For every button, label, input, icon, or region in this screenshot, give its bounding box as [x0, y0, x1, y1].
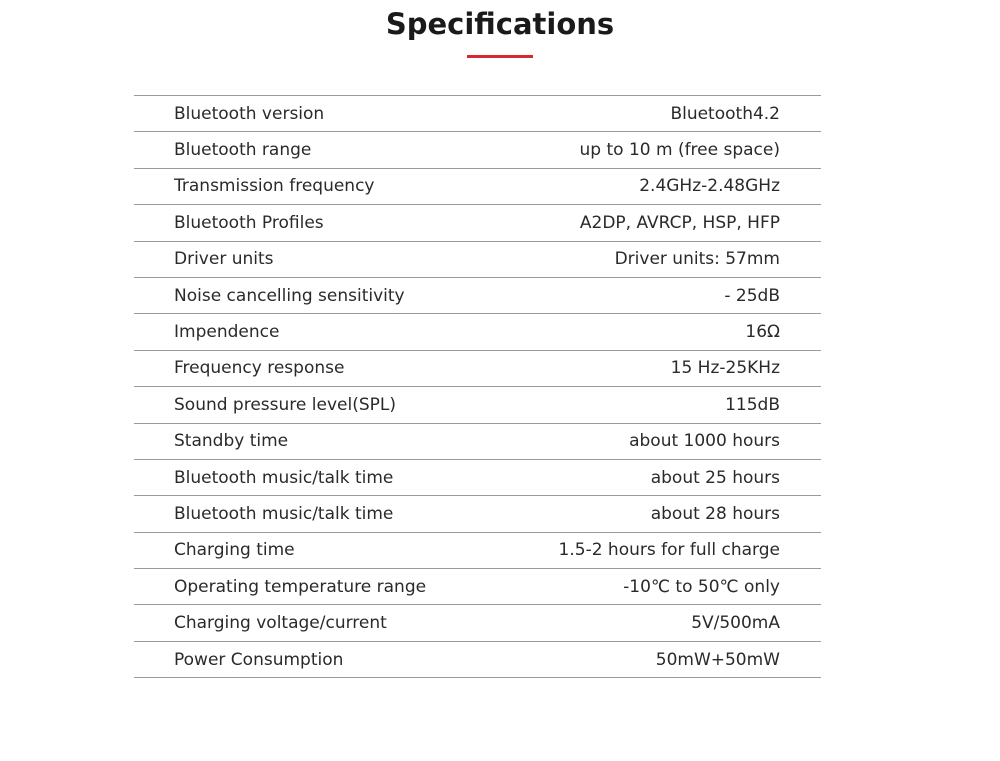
- spec-value: 2.4GHz-2.48GHz: [639, 176, 780, 197]
- spec-value: about 28 hours: [650, 503, 780, 524]
- spec-label: Operating temperature range: [174, 576, 427, 597]
- spec-row: [134, 605, 821, 641]
- spec-label: Impendence: [174, 322, 280, 343]
- spec-row: [134, 96, 821, 132]
- title-underline: [467, 55, 533, 58]
- spec-row: [134, 351, 821, 387]
- spec-row: [134, 132, 821, 168]
- spec-label: Bluetooth Profiles: [174, 212, 324, 233]
- spec-value: 16Ω: [745, 322, 780, 343]
- spec-row: [134, 169, 821, 205]
- spec-label: Driver units: [174, 249, 274, 270]
- spec-label: Frequency response: [174, 358, 345, 379]
- page-title: Specifications: [385, 7, 615, 41]
- spec-row: [134, 205, 821, 241]
- spec-row: [134, 314, 821, 350]
- spec-value: 115dB: [725, 394, 780, 415]
- spec-label: Bluetooth range: [174, 140, 312, 161]
- spec-value: about 1000 hours: [629, 431, 780, 452]
- spec-value: 50mW+50mW: [655, 649, 780, 670]
- spec-value: 15 Hz-25KHz: [670, 358, 780, 379]
- spec-label: Power Consumption: [174, 649, 344, 670]
- spec-row: [134, 242, 821, 278]
- spec-row: [134, 387, 821, 423]
- spec-value: up to 10 m (free space): [579, 140, 780, 161]
- spec-label: Charging voltage/current: [174, 613, 387, 634]
- spec-row: [134, 496, 821, 532]
- spec-value: 5V/500mA: [691, 613, 780, 634]
- spec-label: Noise cancelling sensitivity: [174, 285, 405, 306]
- spec-label: Bluetooth music/talk time: [174, 503, 394, 524]
- spec-row: [134, 278, 821, 314]
- spec-label: Charging time: [174, 540, 295, 561]
- spec-label: Standby time: [174, 431, 289, 452]
- spec-value: - 25dB: [724, 285, 780, 306]
- spec-label: Bluetooth version: [174, 103, 325, 124]
- spec-table: [134, 95, 821, 678]
- spec-value: 1.5-2 hours for full charge: [558, 540, 780, 561]
- spec-value: Driver units: 57mm: [614, 249, 780, 270]
- spec-value: A2DP, AVRCP, HSP, HFP: [579, 212, 780, 233]
- spec-row: [134, 642, 821, 678]
- spec-row: [134, 569, 821, 605]
- spec-value: about 25 hours: [650, 467, 780, 488]
- spec-row: [134, 533, 821, 569]
- spec-value: -10℃ to 50℃ only: [623, 576, 780, 597]
- spec-row: [134, 460, 821, 496]
- spec-label: Sound pressure level(SPL): [174, 394, 396, 415]
- spec-row: [134, 424, 821, 460]
- spec-label: Transmission frequency: [174, 176, 375, 197]
- spec-value: Bluetooth4.2: [670, 103, 780, 124]
- spec-label: Bluetooth music/talk time: [174, 467, 394, 488]
